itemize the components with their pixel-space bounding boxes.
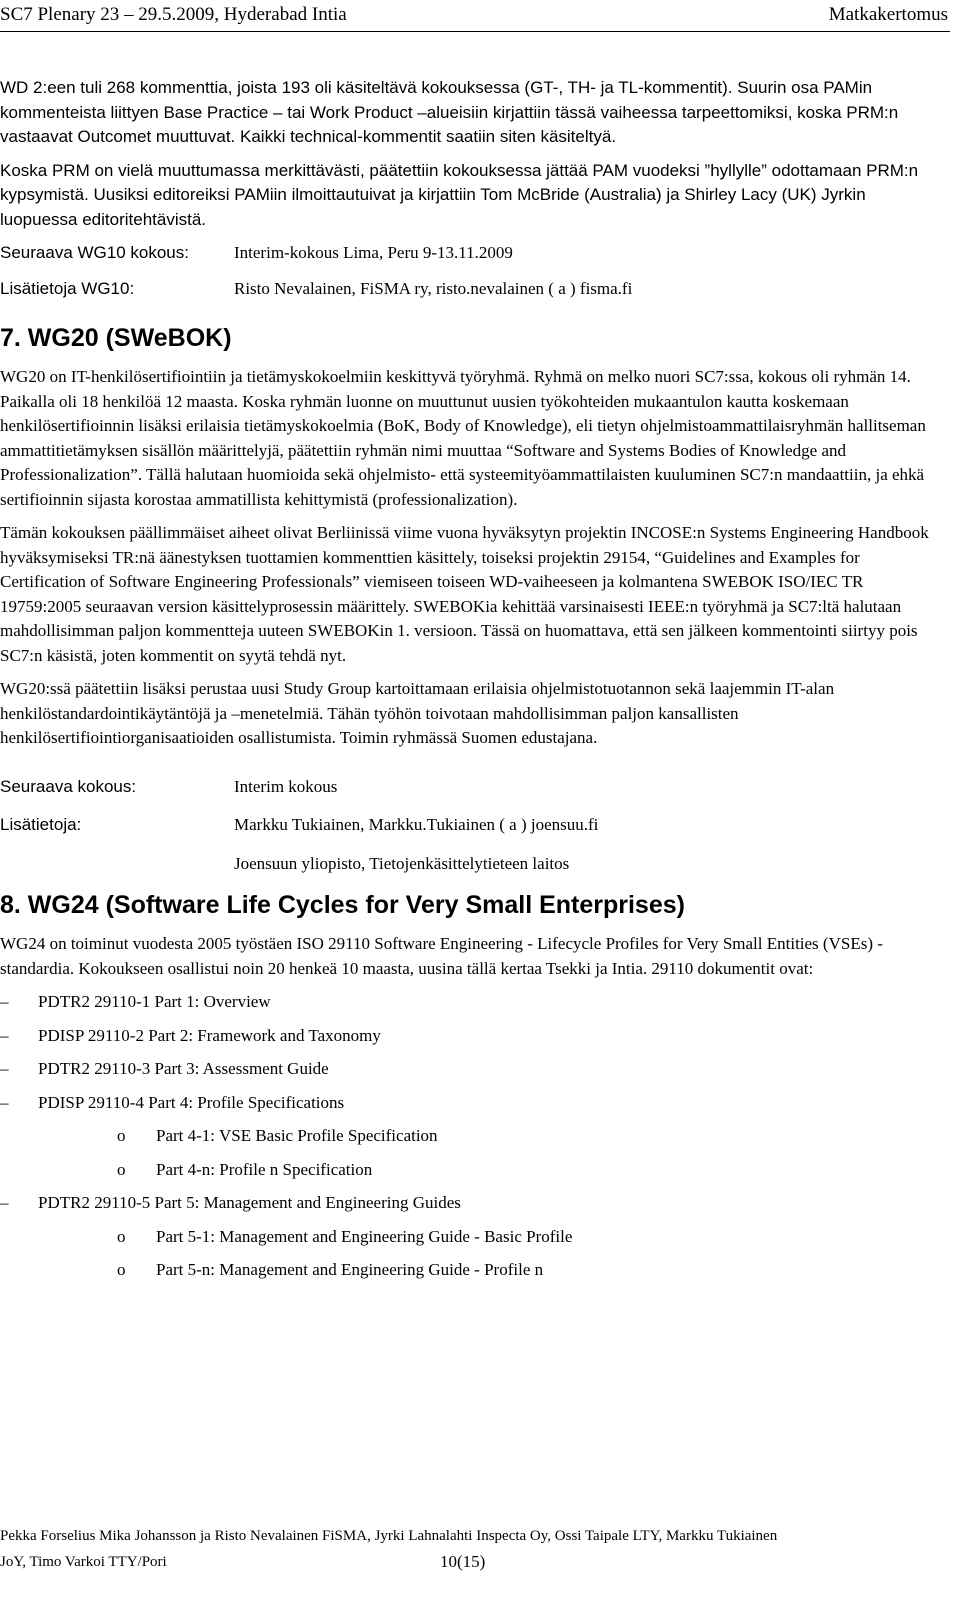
sub-list-item (0, 1225, 946, 1250)
contact-value: Markku Tukiainen, Markku.Tukiainen ( a ) joensuu.fi (234, 815, 599, 834)
list-item (0, 990, 946, 1015)
footer-authors-line2: JoY, Timo Varkoi TTY/Pori (0, 1554, 167, 1570)
page-header (0, 4, 960, 34)
list-item (0, 1024, 946, 1049)
sub-list-item (0, 1158, 946, 1183)
dash-bullet: – (0, 992, 9, 1011)
page-footer (0, 1523, 946, 1575)
document-list (0, 990, 946, 1115)
dash-bullet: – (0, 1025, 9, 1045)
contact-value: Risto Nevalainen, FiSMA ry, risto.nevalainen ( a ) fisma.fi (234, 278, 633, 298)
next-meeting-label: Seuraava WG10 kokous: (0, 243, 189, 262)
contact-row (0, 277, 946, 302)
section-heading: 8. WG24 (Software Life Cycles for Very Small Enterprises) (0, 891, 685, 919)
page-number: 10(15) (440, 1552, 486, 1571)
paragraph: WG24 on toiminut vuodesta 2005 työstäen ISO 29110 Software Engineering - Lifecycle Profiles for Very Small Entities (VSEs) -standardia. Kokoukseen osallistui noin 20 henkeä 10 maasta, uusina tällä kertaa Tsekki ja Intia. 29110 dokumentit ovat: (0, 934, 883, 978)
circle-bullet: o (117, 1126, 126, 1145)
dash-bullet: – (0, 1193, 9, 1212)
document-list (0, 1191, 946, 1216)
list-item-text: PDISP 29110-4 Part 4: Profile Specifications (38, 1092, 345, 1112)
sub-list-item (0, 1258, 946, 1283)
contact-row-2 (0, 852, 946, 877)
dash-bullet: – (0, 1059, 9, 1078)
list-item-text: PDTR2 29110-1 Part 1: Overview (38, 992, 271, 1011)
sub-list-item-text: Part 5-n: Management and Engineering Guide - Profile n (156, 1260, 544, 1279)
sub-list-item-text: Part 4-n: Profile n Specification (156, 1159, 373, 1179)
contact-label: Lisätietoja: (0, 815, 82, 834)
circle-bullet: o (117, 1260, 126, 1279)
sub-list-item-text: Part 5-1: Management and Engineering Guide - Basic Profile (156, 1226, 573, 1246)
list-item-text: PDTR2 29110-5 Part 5: Management and Engineering Guides (38, 1193, 461, 1212)
sub-list (0, 1124, 946, 1182)
list-item (0, 1191, 946, 1216)
spacer (0, 852, 234, 877)
header-divider (0, 31, 950, 32)
header-doc-type: Matkakertomus (828, 4, 948, 25)
next-meeting-value: Interim kokous (234, 776, 338, 796)
paragraph: WG20 on IT-henkilösertifiointiin ja tietämyskokoelmiin keskittyvä työryhmä. Ryhmä on melko nuori SC7:ssa, kokous oli ryhmän 14. Paikalla oli 18 henkilöä 12 maasta. Koska ryhmän luonne on muuttunut uusien työkohteiden mukaantulon kautta koskemaan henkilösertifioinnin lisäksi erilaisia tietämyskokoelmia (BoK, Body of Knowledge), eli tietyn ohjelmistoammattilaisryhmän hallitseman ammattitietämyksen sisällön määrittelyjä, päätettiin ryhmän nimi muuttaa “Software and Systems Bodies of Knowledge and Professionalization”. Tällä halutaan huomioida sekä ohjelmisto- että systeemityöammattilaisten kuuluminen SC7:n mandaattiin, ja ehkä sertifioinnin sijasta korostaa ammatillista kehittymistä (professionalization). (0, 367, 926, 509)
list-item (0, 1057, 946, 1082)
circle-bullet: o (117, 1159, 126, 1179)
section-heading: 7. WG20 (SWeBOK) (0, 324, 232, 352)
contact-value-org: Joensuun yliopisto, Tietojenkäsittelytieteen laitos (234, 853, 570, 873)
contact-row (0, 813, 946, 838)
next-meeting-label: Seuraava kokous: (0, 776, 137, 796)
paragraph: Tämän kokouksen päällimmäiset aiheet olivat Berliinissä viime vuona hyväksytyn projektin INCOSE:n Systems Engineering Handbook hyväksymiseksi TR:nä äänestyksen tuottamien kommenttien käsittely, toiseksi projektin 29154, “Guidelines and Examples for Certification of Software Engineering Professionals” viemiseen toiseen WD-vaiheeseen ja kolmantena SWEBOK ISO/IEC TR 19759:2005 seuraavan version käsittelyprosessin määrittely. SWEBOKia kehittää varsinaisesti IEEE:n työryhmä ja SC7:ltä halutaan mahdollisimman paljon kommentteja uuteen SWEBOKin 1. versioon. Tässä on huomattava, että sen jälkeen kommentointi siirtyy pois SC7:n käsistä, joten kommentit on syytä tehdä nyt. (0, 523, 929, 665)
list-item (0, 1091, 946, 1116)
next-meeting-row (0, 241, 946, 266)
document-body (0, 76, 946, 1292)
paragraph: Koska PRM on vielä muuttumassa merkittävästi, päätettiin kokouksessa jättää PAM vuodeksi ”hyllylle” odottamaan PRM:n kypsymistä. Uusiksi editoreiksi PAMiin ilmoittautuivat ja kirjattiin Tom McBride (Australia) ja Shirley Lacy (UK) Jyrkin luopuessa editoritehtävistä. (0, 160, 919, 229)
contact-label: Lisätietoja WG10: (0, 278, 135, 298)
paragraph: WG20:ssä päätettiin lisäksi perustaa uusi Study Group kartoittamaan erilaisia ohjelmistotuotannon sekä laajemmin IT-alan henkilöstandardointikäytäntöjä ja –menetelmiä. Tähän työhön toivotaan mahdollisimman paljon kansallisten henkilösertifiointiorganisaatioiden osallistumista. Toimin ryhmässä Suomen edustajana. (0, 679, 835, 747)
sub-list (0, 1225, 946, 1283)
next-meeting-value: Interim-kokous Lima, Peru 9-13.11.2009 (234, 243, 513, 262)
header-title: SC7 Plenary 23 – 29.5.2009, Hyderabad Intia (0, 4, 347, 25)
dash-bullet: – (0, 1092, 9, 1112)
sub-list-item (0, 1124, 946, 1149)
list-item-text: PDISP 29110-2 Part 2: Framework and Taxonomy (38, 1025, 381, 1045)
sub-list-item-text: Part 4-1: VSE Basic Profile Specification (156, 1126, 438, 1145)
next-meeting-row (0, 775, 946, 800)
footer-authors-line1: Pekka Forselius Mika Johansson ja Risto Nevalainen FiSMA, Jyrki Lahnalahti Inspecta Oy, Ossi Taipale LTY, Markku Tukiainen (0, 1528, 778, 1544)
circle-bullet: o (117, 1226, 126, 1246)
paragraph: WD 2:een tuli 268 kommenttia, joista 193 oli käsiteltävä kokouksessa (GT-, TH- ja TL-kommentit). Suurin osa PAMin kommenteista liittyen Base Practice – tai Work Product –alueisiin kirjattiin tässä vaiheessa tarpeettomiksi, koska PRM:n vastaavat Outcomet muuttuvat. Kaikki technical-kommentit saatiin siten käsiteltyä. (0, 78, 899, 146)
list-item-text: PDTR2 29110-3 Part 3: Assessment Guide (38, 1059, 329, 1078)
